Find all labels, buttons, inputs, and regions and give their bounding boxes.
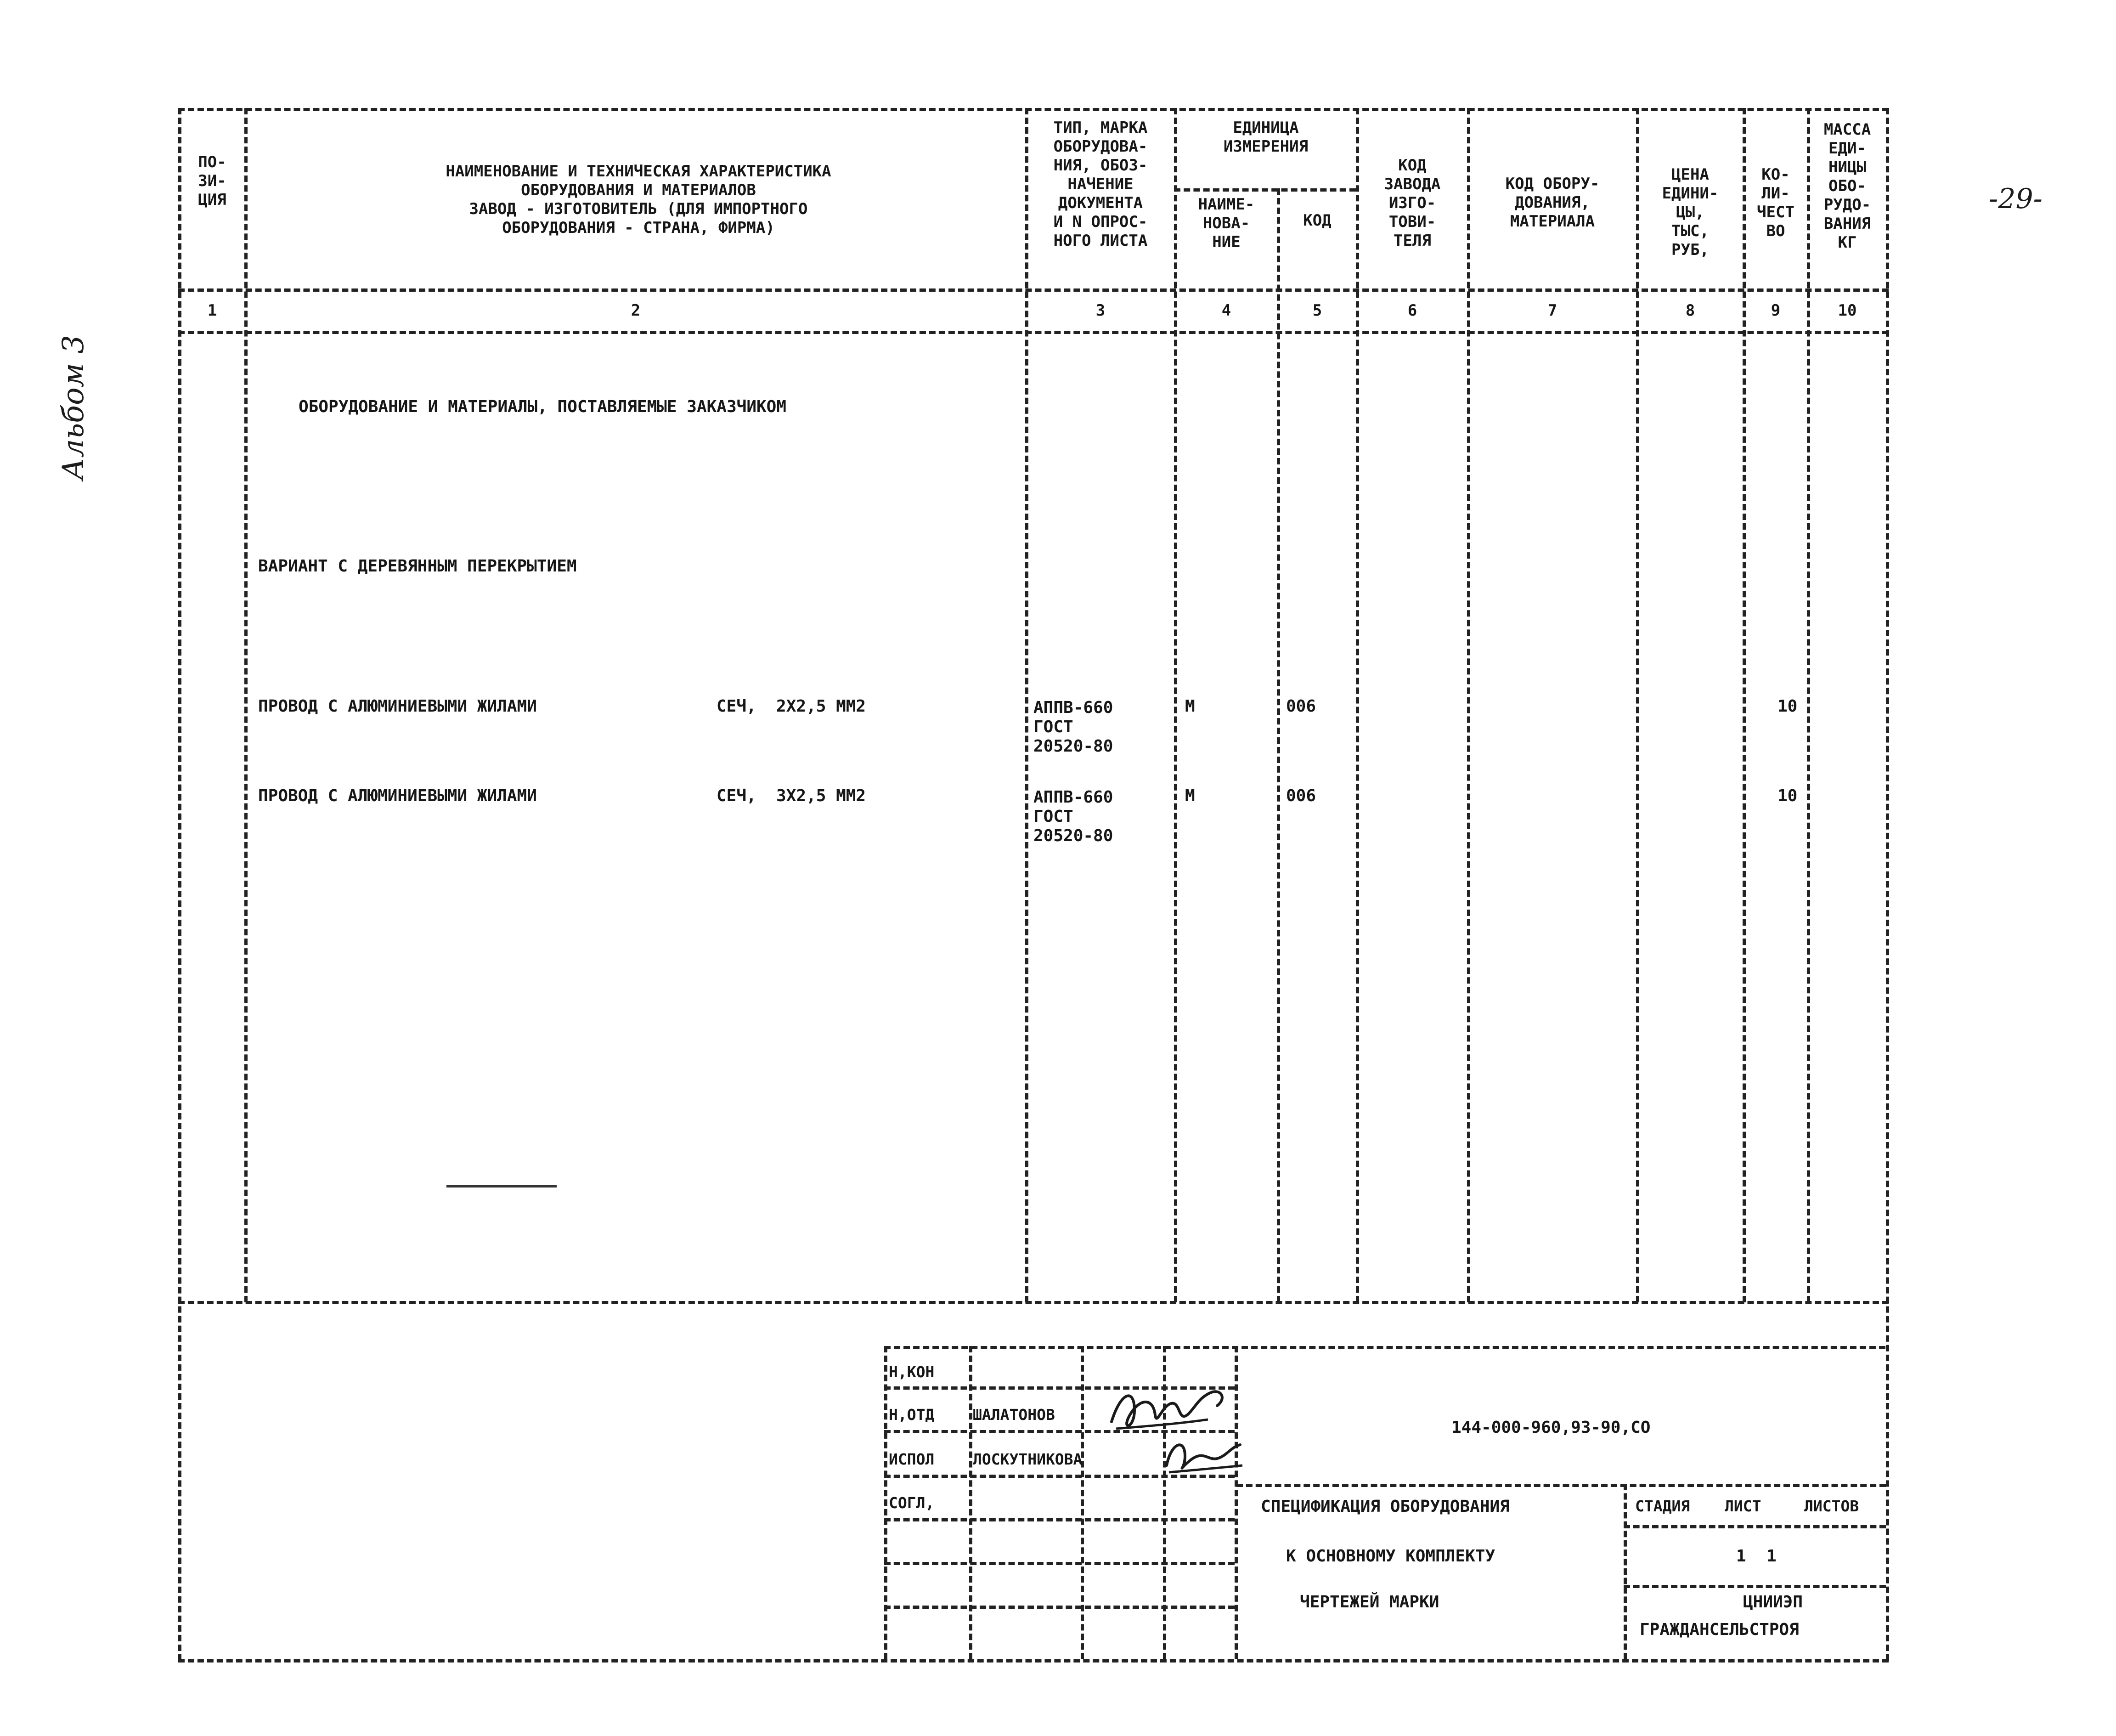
- row-2-code: 006: [1286, 786, 1316, 805]
- colnum-4: 4: [1221, 301, 1231, 320]
- stamp-stage-line-1: [1624, 1525, 1886, 1528]
- colnum-6: 6: [1407, 301, 1417, 320]
- col-sep-7: [1636, 108, 1639, 1302]
- stamp-role-1: Н,КОН: [889, 1363, 935, 1381]
- stamp-row-line-4: [884, 1518, 1235, 1521]
- col-sep-4: [1277, 188, 1280, 1302]
- row-1-code: 006: [1286, 697, 1316, 716]
- margin-note-album: Альбом 3: [56, 335, 90, 480]
- stamp-sheet-label: ЛИСТ: [1725, 1497, 1761, 1515]
- colnum-9: 9: [1771, 301, 1781, 320]
- stamp-top-line: [884, 1346, 1885, 1349]
- stamp-role-4: СОГЛ,: [889, 1494, 935, 1512]
- col-sep-6: [1467, 108, 1470, 1302]
- header-col-5: КОД: [1303, 211, 1332, 230]
- header-bottom-line: [178, 288, 1889, 292]
- frame-left-line: [178, 108, 181, 1661]
- colnum-5: 5: [1312, 301, 1322, 320]
- section-title-variant: ВАРИАНТ С ДЕРЕВЯННЫМ ПЕРЕКРЫТИЕМ: [258, 557, 577, 576]
- col-sep-9: [1807, 108, 1810, 1302]
- stamp-sheets-value: 1: [1766, 1547, 1777, 1566]
- header-col-7: КОД ОБОРУ- ДОВАНИЯ, МАТЕРИАЛА: [1505, 175, 1600, 231]
- stamp-doc-code: 144-000-960,93-90,СО: [1451, 1418, 1651, 1437]
- frame-right-line: [1886, 108, 1889, 1661]
- row-1-name: ПРОВОД С АЛЮМИНИЕВЫМИ ЖИЛАМИ: [258, 697, 537, 716]
- colnum-2: 2: [631, 301, 641, 320]
- col-sep-3: [1174, 108, 1177, 1302]
- stamp-stage-label: СТАДИЯ: [1635, 1497, 1690, 1515]
- header-col-3: ТИП, МАРКА ОБОРУДОВА- НИЯ, ОБОЗ- НАЧЕНИЕ ДОКУМЕНТА И N ОПРОС- НОГО ЛИСТА: [1053, 119, 1148, 250]
- stamp-left-line: [884, 1346, 887, 1659]
- colnum-1: 1: [207, 301, 217, 320]
- stamp-name-2: ШАЛАТОНОВ: [973, 1406, 1055, 1424]
- stamp-title-line-1: СПЕЦИФИКАЦИЯ ОБОРУДОВАНИЯ: [1261, 1497, 1510, 1516]
- row-1-section: СЕЧ, 2Х2,5 ММ2: [717, 697, 866, 716]
- stamp-row-line-5: [884, 1562, 1235, 1565]
- stamp-stage-sep: [1624, 1484, 1627, 1659]
- header-col-4: НАИМЕ- НОВА- НИЕ: [1198, 195, 1255, 251]
- row-2-unit: М: [1185, 786, 1195, 805]
- row-1-type: АППВ-660 ГОСТ 20520-80: [1033, 698, 1113, 756]
- stamp-title-line-3: ЧЕРТЕЖЕЙ МАРКИ: [1300, 1593, 1439, 1612]
- stamp-sheet-value: 1: [1736, 1547, 1746, 1566]
- row-2-name: ПРОВОД С АЛЮМИНИЕВЫМИ ЖИЛАМИ: [258, 786, 537, 805]
- stamp-role-2: Н,ОТД: [889, 1406, 935, 1424]
- stamp-org-line-1: ЦНИИЭП: [1743, 1593, 1803, 1612]
- colnum-8: 8: [1685, 301, 1695, 320]
- section-title-customer-supplied: ОБОРУДОВАНИЕ И МАТЕРИАЛЫ, ПОСТАВЛЯЕМЫЕ ЗАКАЗЧИКОМ: [299, 397, 787, 416]
- colnum-10: 10: [1838, 301, 1857, 320]
- colnum-7: 7: [1547, 301, 1557, 320]
- stamp-row-line-6: [884, 1606, 1235, 1609]
- header-col-9: КО- ЛИ- ЧЕСТ ВО: [1757, 165, 1794, 240]
- row-1-qty: 10: [1777, 697, 1798, 716]
- stamp-name-3: ЛОСКУТНИКОВА: [973, 1450, 1083, 1468]
- col-sep-1: [244, 108, 248, 1302]
- row-2-type: АППВ-660 ГОСТ 20520-80: [1033, 788, 1113, 845]
- header-col-2: НАИМЕНОВАНИЕ И ТЕХНИЧЕСКАЯ ХАРАКТЕРИСТИКА ОБОРУДОВАНИЯ И МАТЕРИАЛОВ ЗАВОД - ИЗГОТОВИТЕЛЬ (ДЛЯ ИМПОРТНОГО ОБОРУДОВАНИЯ - СТРАНА, ФИРМА): [446, 162, 831, 237]
- page-number: -29-: [1989, 183, 2043, 215]
- stamp-title-line-2: К ОСНОВНОМУ КОМПЛЕКТУ: [1286, 1547, 1495, 1566]
- signature-1: [1102, 1378, 1236, 1442]
- col-sep-8: [1743, 108, 1746, 1302]
- unit-group-divider: [1174, 188, 1356, 192]
- stamp-title-top-line: [1236, 1484, 1886, 1487]
- stamp-sep-name: [1081, 1346, 1084, 1659]
- stamp-sheets-label: ЛИСТОВ: [1804, 1497, 1859, 1515]
- column-number-bottom-line: [178, 331, 1889, 334]
- header-unit-group: ЕДИНИЦА ИЗМЕРЕНИЯ: [1223, 119, 1309, 156]
- header-col-6: КОД ЗАВОДА ИЗГО- ТОВИ- ТЕЛЯ: [1384, 156, 1441, 250]
- colnum-3: 3: [1095, 301, 1106, 320]
- col-sep-2: [1025, 108, 1028, 1302]
- frame-top-line: [178, 108, 1889, 111]
- stamp-stage-line-2: [1624, 1585, 1886, 1588]
- header-col-10: МАССА ЕДИ- НИЦЫ ОБО- РУДО- ВАНИЯ КГ: [1823, 120, 1871, 252]
- signature-2: [1157, 1433, 1249, 1484]
- frame-bottom-line: [178, 1659, 1889, 1662]
- table-bottom-line: [178, 1301, 1889, 1304]
- stray-stroke: [446, 1185, 557, 1187]
- row-2-qty: 10: [1777, 786, 1798, 805]
- row-2-section: СЕЧ, 3Х2,5 ММ2: [717, 786, 866, 805]
- row-1-unit: М: [1185, 697, 1195, 716]
- header-col-1: ПО- ЗИ- ЦИЯ: [198, 153, 226, 209]
- stamp-role-3: ИСПОЛ: [889, 1450, 935, 1468]
- stamp-org-line-2: ГРАЖДАНСЕЛЬСТРОЯ: [1640, 1620, 1799, 1639]
- header-col-8: ЦЕНА ЕДИНИ- ЦЫ, ТЫС, РУБ,: [1662, 165, 1719, 259]
- stamp-sep-role: [969, 1346, 972, 1659]
- col-sep-5: [1356, 108, 1359, 1302]
